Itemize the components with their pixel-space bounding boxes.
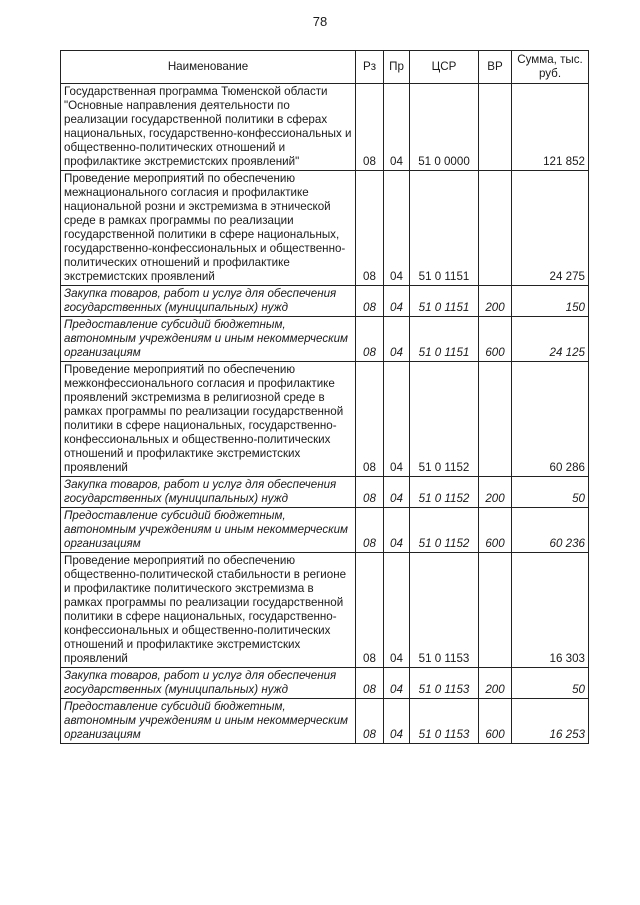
row-rz: 08 [356, 668, 384, 699]
table-row [61, 699, 589, 744]
row-name: Закупка товаров, работ и услуг для обеспечения государственных (муниципальных) нужд [61, 668, 356, 699]
table-row [61, 362, 589, 477]
row-csr: 51 0 0000 [410, 84, 479, 171]
row-rz: 08 [356, 286, 384, 317]
table-row [61, 477, 589, 508]
column-header-name: Наименование [61, 51, 356, 84]
row-vr: 600 [479, 317, 512, 362]
row-pr: 04 [384, 286, 410, 317]
row-vr: 200 [479, 477, 512, 508]
row-pr: 04 [384, 668, 410, 699]
row-vr [479, 553, 512, 668]
row-sum: 50 [512, 668, 589, 699]
row-csr: 51 0 1153 [410, 553, 479, 668]
row-name: Государственная программа Тюменской области "Основные направления деятельности по реализации государственной политики в сферах национальных, государственно-конфессиональных и общественно-политических отношений и профилактике экстремистских проявлений" [61, 84, 356, 171]
column-header-rz: Рз [356, 51, 384, 84]
row-rz: 08 [356, 84, 384, 171]
row-rz: 08 [356, 317, 384, 362]
row-csr: 51 0 1151 [410, 286, 479, 317]
table-row [61, 508, 589, 553]
row-vr [479, 171, 512, 286]
row-name: Закупка товаров, работ и услуг для обеспечения государственных (муниципальных) нужд [61, 286, 356, 317]
row-pr: 04 [384, 508, 410, 553]
column-header-pr: Пр [384, 51, 410, 84]
row-rz: 08 [356, 553, 384, 668]
row-name: Проведение мероприятий по обеспечению общественно-политической стабильности в регионе и профилактике политического экстремизма в рамках программы по реализации государственной политики в сфере национальных, государственно-конфессиональных и общественно-политических отношений и профилактике экстремистских проявлений [61, 553, 356, 668]
row-sum: 150 [512, 286, 589, 317]
row-sum: 16 303 [512, 553, 589, 668]
table-row [61, 553, 589, 668]
column-header-vr: ВР [479, 51, 512, 84]
column-header-sum: Сумма, тыс. руб. [512, 51, 589, 84]
row-name: Проведение мероприятий по обеспечению межконфессионального согласия и профилактике проявлений экстремизма в религиозной среде в рамках программы по реализации государственной политики в сфере национальных, государственно-конфессиональных и общественно-политических отношений и профилактике экстремистских проявлений [61, 362, 356, 477]
row-rz: 08 [356, 699, 384, 744]
table-row [61, 668, 589, 699]
page-number: 78 [312, 14, 328, 29]
row-name: Предоставление субсидий бюджетным, автономным учреждениям и иным некоммерческим организациям [61, 317, 356, 362]
row-rz: 08 [356, 362, 384, 477]
column-header-csr: ЦСР [410, 51, 479, 84]
row-vr: 600 [479, 699, 512, 744]
row-rz: 08 [356, 508, 384, 553]
row-sum: 24 275 [512, 171, 589, 286]
row-csr: 51 0 1153 [410, 699, 479, 744]
row-vr [479, 84, 512, 171]
row-pr: 04 [384, 699, 410, 744]
row-csr: 51 0 1152 [410, 508, 479, 553]
row-csr: 51 0 1151 [410, 171, 479, 286]
row-name: Предоставление субсидий бюджетным, автономным учреждениям и иным некоммерческим организациям [61, 508, 356, 553]
row-pr: 04 [384, 317, 410, 362]
row-sum: 24 125 [512, 317, 589, 362]
row-sum: 60 286 [512, 362, 589, 477]
row-csr: 51 0 1151 [410, 317, 479, 362]
row-name: Закупка товаров, работ и услуг для обеспечения государственных (муниципальных) нужд [61, 477, 356, 508]
row-pr: 04 [384, 477, 410, 508]
row-name: Предоставление субсидий бюджетным, автономным учреждениям и иным некоммерческим организациям [61, 699, 356, 744]
row-name: Проведение мероприятий по обеспечению межнационального согласия и профилактике национальной розни и экстремизма в этнической среде в рамках программы по реализации государственной политики в сфере национальных, государственно-конфессиональных и общественно-политических отношений и профилактике экстремистских проявлений [61, 171, 356, 286]
row-sum: 50 [512, 477, 589, 508]
row-csr: 51 0 1152 [410, 477, 479, 508]
row-vr: 200 [479, 668, 512, 699]
table-row [61, 286, 589, 317]
table-row [61, 171, 589, 286]
row-rz: 08 [356, 477, 384, 508]
row-vr [479, 362, 512, 477]
row-csr: 51 0 1152 [410, 362, 479, 477]
row-pr: 04 [384, 84, 410, 171]
table-row [61, 317, 589, 362]
row-rz: 08 [356, 171, 384, 286]
row-sum: 60 236 [512, 508, 589, 553]
row-sum: 16 253 [512, 699, 589, 744]
budget-table [60, 50, 589, 744]
row-csr: 51 0 1153 [410, 668, 479, 699]
row-pr: 04 [384, 553, 410, 668]
row-sum: 121 852 [512, 84, 589, 171]
table-row [61, 84, 589, 171]
row-pr: 04 [384, 171, 410, 286]
table-header-row [61, 51, 589, 84]
row-pr: 04 [384, 362, 410, 477]
row-vr: 600 [479, 508, 512, 553]
row-vr: 200 [479, 286, 512, 317]
